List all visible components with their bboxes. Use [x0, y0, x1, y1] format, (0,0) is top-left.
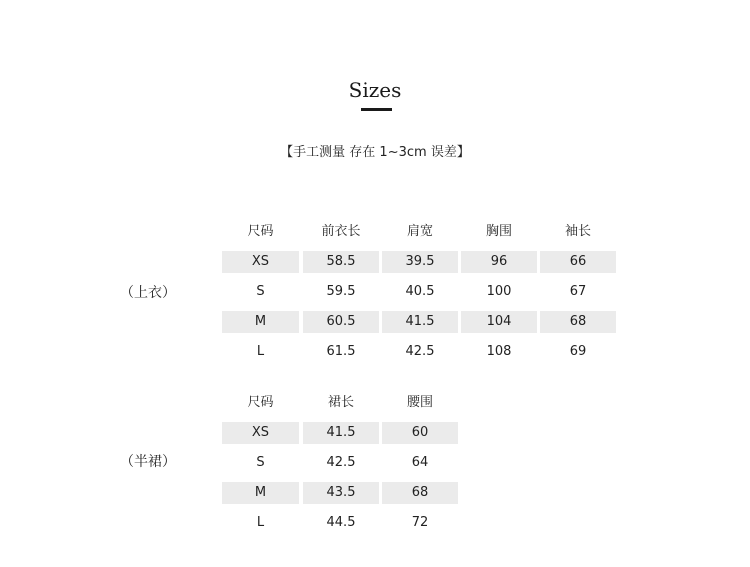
table-cell: 96 — [461, 251, 537, 273]
table-cell: 43.5 — [303, 482, 379, 504]
header-cell: 尺码 — [247, 395, 274, 410]
title-underline — [361, 108, 392, 111]
header-cell: 胸围 — [485, 224, 512, 239]
table-cell: 66 — [540, 251, 616, 273]
table-cell: 67 — [569, 284, 587, 299]
table-cell: 69 — [569, 344, 587, 359]
table-cell: 39.5 — [382, 251, 458, 273]
table-cell: L — [256, 515, 265, 530]
header-cell: 前衣长 — [321, 224, 361, 239]
table-cell: 42.5 — [405, 344, 435, 359]
table-cell: 104 — [461, 311, 537, 333]
table-cell: M — [222, 482, 299, 504]
table-cell: 42.5 — [326, 455, 356, 470]
top-section-label: （上衣） — [120, 285, 176, 301]
header-cell: 裙长 — [327, 395, 354, 410]
header-cell: 袖长 — [564, 224, 591, 239]
table-cell: 72 — [411, 515, 429, 530]
table-cell: 68 — [382, 482, 458, 504]
table-cell: 108 — [486, 344, 512, 359]
table-cell: 60 — [382, 422, 458, 444]
table-cell: XS — [222, 251, 299, 273]
table-cell: 64 — [411, 455, 429, 470]
header-cell: 尺码 — [247, 224, 274, 239]
table-cell: 41.5 — [382, 311, 458, 333]
table-cell: 40.5 — [405, 284, 435, 299]
header-cell: 肩宽 — [406, 224, 433, 239]
table-cell: M — [222, 311, 299, 333]
table-cell: 100 — [486, 284, 512, 299]
table-cell: 60.5 — [303, 311, 379, 333]
table-cell: 58.5 — [303, 251, 379, 273]
measurement-note: 【手工测量 存在 1~3cm 误差】 — [280, 145, 470, 160]
header-cell: 腰围 — [406, 395, 433, 410]
table-cell: 61.5 — [326, 344, 356, 359]
table-cell: XS — [222, 422, 299, 444]
table-cell: S — [256, 284, 265, 299]
table-cell: 41.5 — [303, 422, 379, 444]
skirt-section-label: （半裙） — [120, 454, 176, 470]
table-cell: S — [256, 455, 265, 470]
page-title: Sizes — [348, 78, 402, 102]
table-cell: 44.5 — [326, 515, 356, 530]
table-cell: 68 — [540, 311, 616, 333]
table-cell: 59.5 — [326, 284, 356, 299]
table-cell: L — [256, 344, 265, 359]
